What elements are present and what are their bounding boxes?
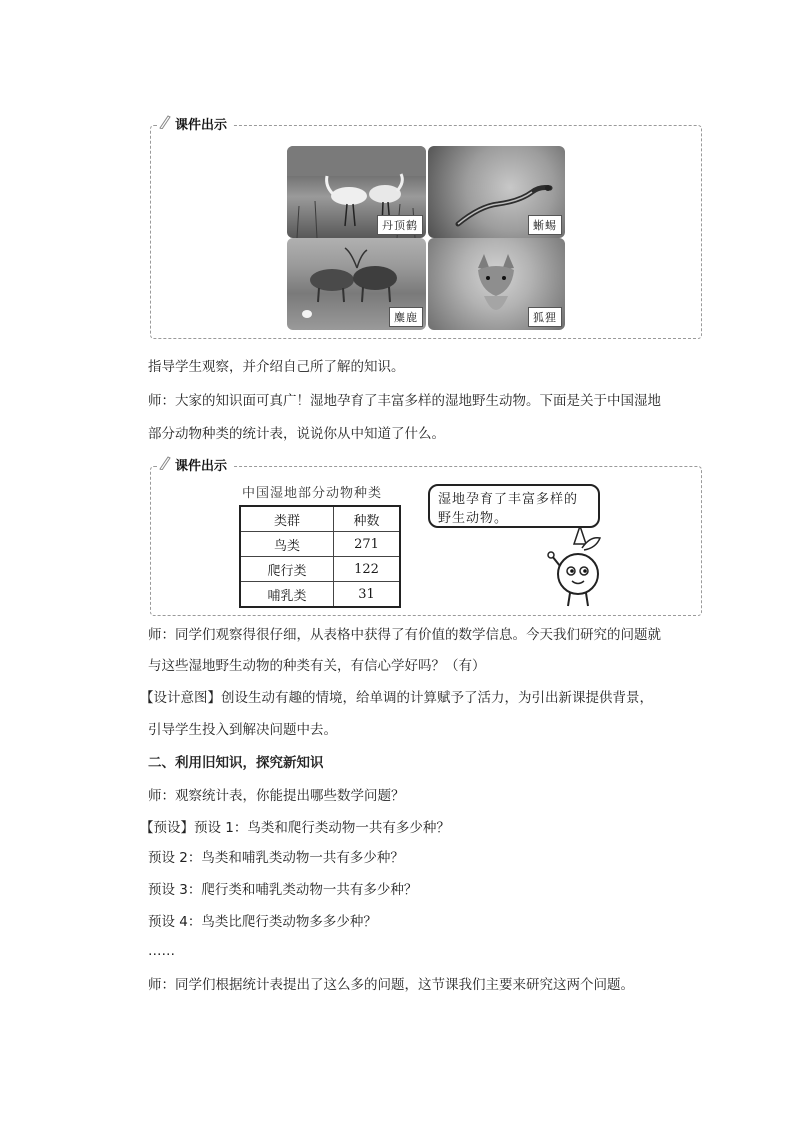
deer-photo <box>287 238 426 330</box>
paragraph-teacher-4: 师：同学们根据统计表提出了这么多的问题，这节课我们主要来研究这两个问题。 <box>148 977 634 993</box>
apple-mascot-icon <box>540 526 610 610</box>
lizard-photo <box>428 146 565 238</box>
paragraph-teacher-3: 师：观察统计表，你能提出哪些数学问题？ <box>148 788 405 804</box>
section-heading: 二、利用旧知识，探究新知识 <box>148 755 324 771</box>
courseware-box-table <box>150 459 702 616</box>
courseware-box-photos <box>150 118 702 339</box>
photo-label-lizard: 蜥蜴 <box>528 215 562 235</box>
table-header-cell: 类群 <box>240 506 334 532</box>
table-cell-count: 31 <box>334 582 401 608</box>
table-title: 中国湿地部分动物种类 <box>242 486 383 501</box>
courseware-tag-label: 课件出示 <box>175 459 228 474</box>
photo-label-deer: 麋鹿 <box>389 307 423 327</box>
paragraph-design-intent-b: 引导学生投入到解决问题中去。 <box>148 722 337 738</box>
table-cell-group: 哺乳类 <box>240 582 334 608</box>
animal-species-table <box>239 505 401 608</box>
table-row <box>240 557 400 582</box>
table-cell-count: 122 <box>334 557 401 582</box>
fox-photo <box>428 238 565 330</box>
crane-photo <box>287 146 426 238</box>
table-cell-count: 271 <box>334 532 401 557</box>
paragraph-teacher-2a: 师：同学们观察得很仔细，从表格中获得了有价值的数学信息。今天我们研究的问题就 <box>148 627 661 643</box>
table-cell-group: 爬行类 <box>240 557 334 582</box>
photo-label-fox: 狐狸 <box>528 307 562 327</box>
paragraph-preset-2: 预设 2：鸟类和哺乳类动物一共有多少种？ <box>148 850 404 866</box>
table-row <box>240 532 400 557</box>
table-row <box>240 582 400 608</box>
pencil-mark-icon <box>159 115 171 129</box>
paragraph-preset-3: 预设 3：爬行类和哺乳类动物一共有多少种？ <box>148 882 418 898</box>
courseware-tag <box>159 455 233 474</box>
paragraph-guide: 指导学生观察，并介绍自己所了解的知识。 <box>148 359 405 375</box>
paragraph-teacher-2b: 与这些湿地野生动物的种类有关，有信心学好吗？（有） <box>148 658 486 674</box>
table-cell-group: 鸟类 <box>240 532 334 557</box>
paragraph-design-intent-a: 【设计意图】创设生动有趣的情境，给单调的计算赋予了活力，为引出新课提供背景， <box>140 690 653 706</box>
paragraph-preset-1: 【预设】预设 1：鸟类和爬行类动物一共有多少种？ <box>140 820 450 836</box>
photo-label-crane: 丹顶鹤 <box>377 215 423 235</box>
pencil-mark-icon <box>159 456 171 470</box>
courseware-tag <box>159 114 233 133</box>
table-header-cell: 种数 <box>334 506 401 532</box>
courseware-tag-label: 课件出示 <box>175 118 228 133</box>
paragraph-ellipsis: …… <box>148 943 175 959</box>
speech-bubble: 湿地孕育了丰富多样的野生动物。 <box>428 484 600 528</box>
paragraph-teacher-1b: 部分动物种类的统计表，说说你从中知道了什么。 <box>148 426 445 442</box>
table-header-row <box>240 506 400 532</box>
paragraph-teacher-1a: 师：大家的知识面可真广！湿地孕育了丰富多样的湿地野生动物。下面是关于中国湿地 <box>148 393 661 409</box>
paragraph-preset-4: 预设 4：鸟类比爬行类动物多多少种？ <box>148 914 377 930</box>
